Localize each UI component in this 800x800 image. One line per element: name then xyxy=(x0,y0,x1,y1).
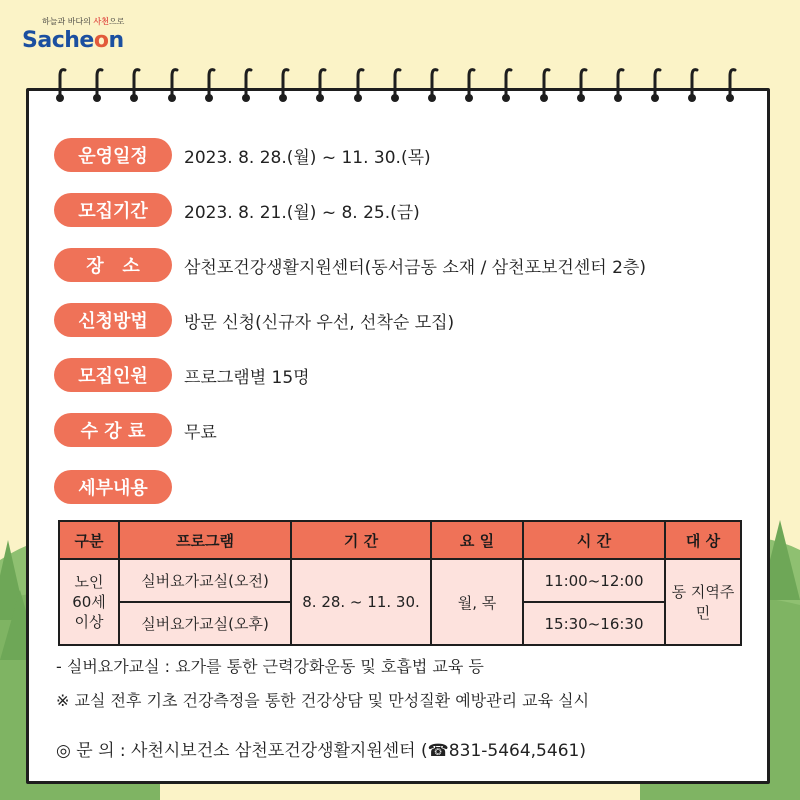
info-value: 2023. 8. 28.(월) ~ 11. 30.(목) xyxy=(184,147,431,168)
table-header-row xyxy=(59,521,741,559)
binder-ring-icon xyxy=(573,66,589,106)
note-program-description: - 실버요가교실 : 요가를 통한 근력강화운동 및 호흡법 교육 등 xyxy=(56,657,484,676)
binder-ring-icon xyxy=(312,66,328,106)
binder-ring-icon xyxy=(610,66,626,106)
note-contact: ◎ 문 의 : 사천시보건소 삼천포건강생활지원센터 (☎831-5464,5461) xyxy=(56,741,586,761)
header-period: 기 간 xyxy=(291,521,431,559)
period-cell: 8. 28. ~ 11. 30. xyxy=(291,559,431,645)
binder-ring-icon xyxy=(722,66,738,106)
info-label-badge: 세부내용 xyxy=(54,470,172,504)
header-days: 요 일 xyxy=(431,521,523,559)
info-label-badge: 운영일정 xyxy=(54,138,172,172)
binder-ring-icon xyxy=(461,66,477,106)
binder-ring-icon xyxy=(164,66,180,106)
info-label-badge: 장 소 xyxy=(54,248,172,282)
binder-ring-icon xyxy=(238,66,254,106)
schedule-table xyxy=(58,520,742,646)
category-cell: 노인 60세 이상 xyxy=(59,559,119,645)
logo-slogan: 하늘과 바다의 사천으로 xyxy=(42,17,125,26)
note-health-check: ※ 교실 전후 기초 건강측정을 통한 건강상담 및 만성질환 예방관리 교육 실시 xyxy=(56,691,590,710)
binder-ring-icon xyxy=(201,66,217,106)
info-value: 프로그램별 15명 xyxy=(184,367,310,388)
info-row xyxy=(54,358,310,392)
info-label-badge: 모집기간 xyxy=(54,193,172,227)
binder-ring-icon xyxy=(126,66,142,106)
binder-ring-icon xyxy=(89,66,105,106)
binder-ring-icon xyxy=(387,66,403,106)
header-program: 프로그램 xyxy=(119,521,291,559)
binder-ring-icon xyxy=(684,66,700,106)
days-cell: 월, 목 xyxy=(431,559,523,645)
info-row xyxy=(54,303,454,337)
binder-ring-icon xyxy=(647,66,663,106)
info-row xyxy=(54,248,646,282)
target-cell: 동 지역주민 xyxy=(665,559,741,645)
logo-wordmark: Sacheon xyxy=(22,28,124,53)
info-row xyxy=(54,470,172,504)
binder-ring-icon xyxy=(424,66,440,106)
info-value: 방문 신청(신규자 우선, 선착순 모집) xyxy=(184,312,455,333)
info-label-badge: 신청방법 xyxy=(54,303,172,337)
binder-ring-icon xyxy=(275,66,291,106)
info-row xyxy=(54,193,420,227)
binder-ring-icon xyxy=(350,66,366,106)
table-row xyxy=(59,559,741,602)
binder-ring-icon xyxy=(52,66,68,106)
info-row xyxy=(54,138,431,172)
binder-ring-icon xyxy=(536,66,552,106)
sacheon-logo xyxy=(22,16,132,56)
info-value: 무료 xyxy=(184,422,217,443)
info-value: 2023. 8. 21.(월) ~ 8. 25.(금) xyxy=(184,202,420,223)
header-category: 구분 xyxy=(59,521,119,559)
time-cell: 11:00~12:00 xyxy=(523,559,665,602)
header-target: 대 상 xyxy=(665,521,741,559)
binder-ring-icon xyxy=(498,66,514,106)
program-cell: 실버요가교실(오후) xyxy=(119,602,291,645)
header-time: 시 간 xyxy=(523,521,665,559)
info-label-badge: 모집인원 xyxy=(54,358,172,392)
time-cell: 15:30~16:30 xyxy=(523,602,665,645)
info-row xyxy=(54,413,217,447)
info-label-badge: 수 강 료 xyxy=(54,413,172,447)
program-cell: 실버요가교실(오전) xyxy=(119,559,291,602)
info-value: 삼천포건강생활지원센터(동서금동 소재 / 삼천포보건센터 2층) xyxy=(184,257,646,278)
